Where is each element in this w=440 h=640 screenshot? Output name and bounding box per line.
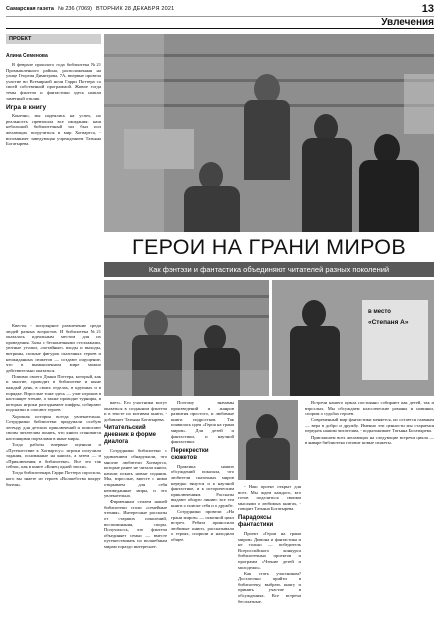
article-deck: Как фэнтэзи и фантастика объединяют читателей разных поколений — [104, 262, 434, 277]
subhead-crossroads: Перекрестки сюжетов — [171, 447, 209, 461]
section-rubric: Увлечения — [381, 17, 434, 28]
lead-text: В феврале прошлого года библиотека №21 Промышленного района, расположенная на улице Георгия Димитрова, 7А, впервые провела участие во Всемирной ночи Гарри Поттера со своей собственной программой. Живое тогда темы фэнтези и фантастики здесь нашли заметный отклик. — [6, 62, 101, 101]
photo-library-meeting — [104, 34, 434, 232]
subhead-play-in-book: Игра в книгу — [6, 104, 47, 112]
project-column — [6, 34, 101, 634]
section-bar — [6, 16, 434, 29]
article-headline: ГЕРОИ НА ГРАНИ МИРОВ — [132, 235, 406, 259]
issue-number: № 236 (7069) — [57, 6, 92, 12]
photo-speaker-stand — [272, 280, 434, 396]
issue-date: ВТОРНИК 28 ДЕКАБРЯ 2021 — [95, 6, 175, 12]
photo-librarian — [238, 400, 298, 480]
text-column-4: Встречи нашего цикла постоянно собирают как детей, так и взрослых. Мы обсуждаем классические романы и новинки, спорим о судьбах героев. Современный мир фантастики меняется, но остается главным — вера в добро и дружбу. Именно эти ценности мы стараемся передать нашим читателям, - подытоживает Татьяна Богатырева. Приглашаем всех желающих на следующие встречи цикла — в январе библиотека готовит новые сюжеты. — [305, 400, 434, 446]
photo-children-reading — [104, 280, 269, 396]
page-header — [6, 3, 434, 15]
body-text-2: Квесты - популярное развлечение среди людей разных возрастов. И библиотека №21 оказалась идеальным местом для их проведения. Залы с бесконечными стеллажами, уютные уголки, «потайные» входы и выходы, витрины, полные фигурок сказочных героев и неожиданных сюжетов — создают ощущение, что в вымышленном мире можно действительно оказаться. Помимо своего Дэнни Поттера, который, как и многие, проводит в библиотеке и ныне каждый день, в своих отделах, в крупных и в порядке. Взрослые тоже здесь — учат игроков в настоящее чтение, а также проводят турниры, в которых игроки разгадывают шифры, собирают подсказки и спасают героев. Хорошая история всегда увлекательна. Сотрудники библиотеки придумали особую легенду для детских приключений и помогают своим читателям понять, что книги становятся настоящими порталами в иные миры. Тогда работы впервые оценили и «Путешествие к Хогвартсу»: игроки получили задания, основанные на книгах, а затем — и «Приключения в библиотеке». Все это так сейчас, как в книге «Конец одной эпохи». Тогда библиотекарь Гарри Поттера спросила, кого вы знаете из героев «Волшебства вокруг бытия». — [6, 323, 101, 487]
article-author: Алина Семенова — [6, 53, 48, 59]
subhead-paradoxes: Парадоксы фантастики — [238, 514, 274, 528]
subhead-reader-diary: Читательский дневник в форме диалога — [104, 425, 156, 446]
photo-stand-sign: «Степаня А» — [368, 319, 409, 326]
text-column-3: - Наш проект открыт для всех. Мы ждем каждого, кто готов поделиться своими мыслями о любимых книгах, - говорит Татьяна Богатырева. Парадоксы фантастики Проект «Герои на грани миров» Димона и фантастика и не только — победитель Всероссийского конкурса библиотечных проектов и программ «Чтение детей и молодежи». Как стать участником? Достаточно прийти в библиотеку, выбрать книгу и принять участие в обсуждениях. Все встречи бесплатные. — [238, 484, 301, 604]
newspaper-name: Самарская газета — [6, 6, 54, 12]
page-number: 13 — [421, 3, 434, 15]
body-text-1: Конечно, мы надеялись на успех, но реальность превзошла все ожидания: наш небольшой библиотечный зал был пол желающих погрузиться в мир Хогвартса, - вспоминает заведующая учреждением Татьяна Богатырева. — [6, 113, 101, 147]
text-column-2: Поэтому значимы произведений и жанров развития простого, и любимые книги подростков. Так появилась идея «Героя на грани миров». Для детей и фантастики, и научной фантастики. Перекрестки сюжетов Практика наших обсуждений показала, что любители сказочных миров нередко тянутся и к научной фантастике, и к историческим приключениям. Рассказы выдают общую линию: все эти книги о поиске себя и о дружбе. Сотрудники провели «На грани миров» — сквозной цикл встреч. Ребята приносили любимые книги, рассказывали о героях, спорили и находили общее. — [171, 400, 234, 542]
project-tag: ПРОЕКТ — [6, 34, 101, 44]
photo-stand-sign-line: в место — [368, 309, 391, 315]
text-column-1: вает». Его участники могут оказаться в созданном фэнтези и в тексте по мотивам книги, - добавляет Татьяна Богатырева. Читательский дневник в форме диалога Сотрудники библиотеки с удивлением обнаружили, что многие любители Хогвартса, которые ранее не читали книги, начали искать новые издания. Мы, взрослые, вместе с ними открываем для себя неизведанные миры, и это увлекательно. Фирменным стилем нашей библиотеки стали «семейные чтения». Интересные рассказы от старших поколений, воспоминания, споры. Получилось, что фэнтези объединяет семьи — вместе путешествовать по волшебным мирам гораздо интереснее. — [104, 400, 167, 549]
